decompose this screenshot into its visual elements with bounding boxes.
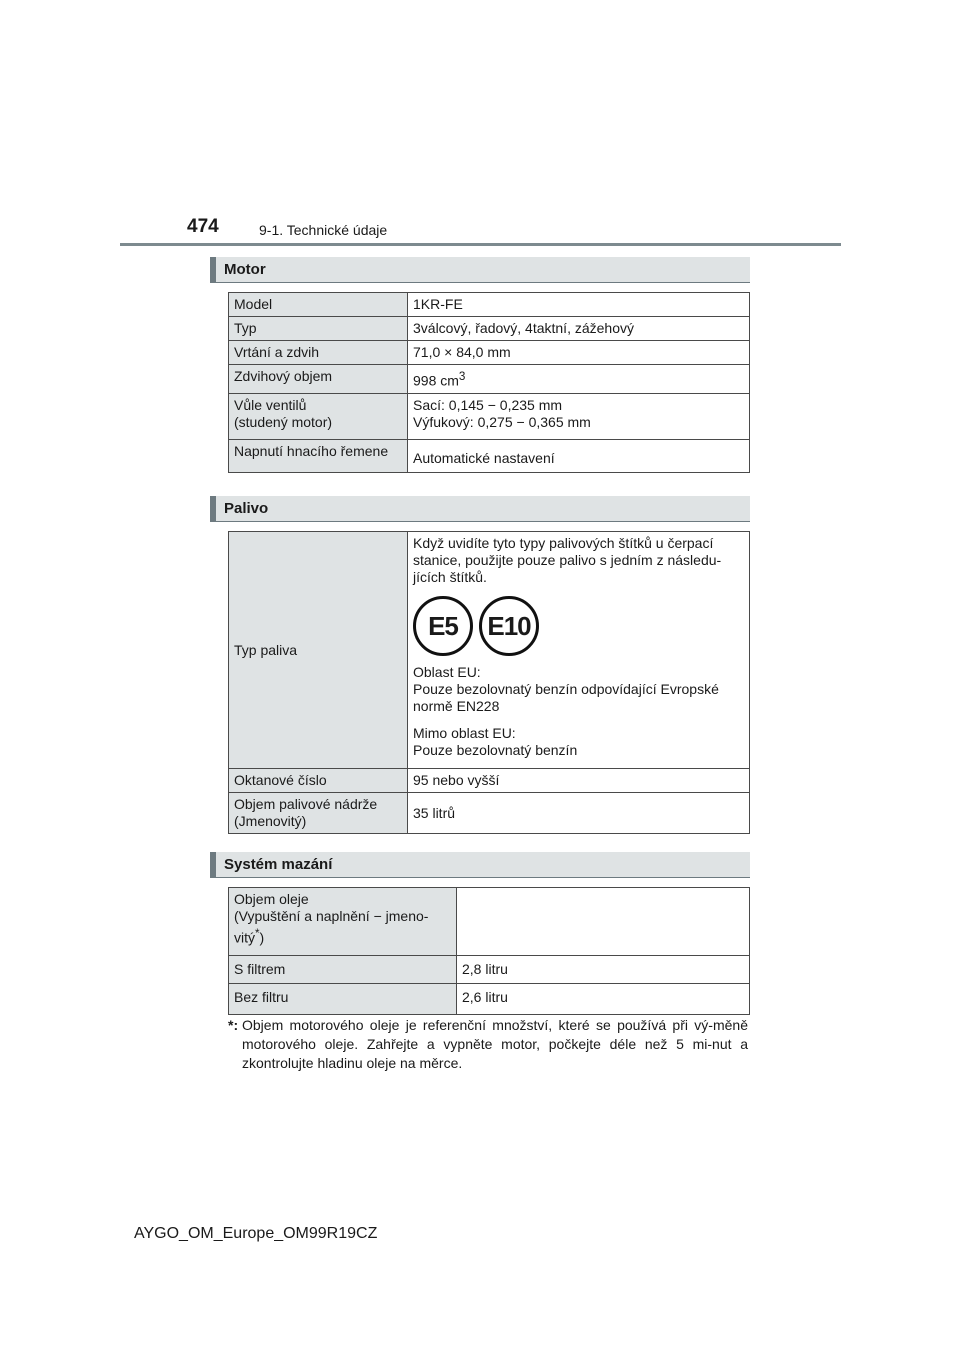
table-row	[229, 393, 750, 439]
label-line: Vůle ventilů	[234, 396, 307, 413]
fuel-intro: Když uvidíte tyto typy palivových štítků u čerpací stanice, použijte pouze palivo s jedním z následu-jících štítků.	[413, 535, 722, 585]
row-label: S filtrem	[229, 955, 457, 983]
non-eu-title: Mimo oblast EU:	[413, 725, 516, 741]
footer-doc-id: AYGO_OM_Europe_OM99R19CZ	[134, 1225, 378, 1242]
unit-superscript: 3	[458, 370, 466, 383]
table-row	[229, 365, 750, 394]
label-line: Objem oleje	[234, 891, 309, 907]
motor-heading: Motor	[210, 257, 750, 283]
table-row	[229, 341, 750, 365]
value-line: Sací: 0,145 − 0,235 mm	[413, 396, 563, 413]
row-label: Bez filtru	[229, 983, 457, 1014]
row-label	[229, 793, 408, 834]
label-line: Objem palivové nádrže	[234, 796, 378, 812]
label-line: (Vypuštění a naplnění − jmeno-	[234, 908, 429, 924]
lubrication-table	[228, 887, 750, 1015]
row-value: 95 nebo vyšší	[408, 769, 750, 793]
table-row	[229, 769, 750, 793]
footnote-mark: *:	[228, 1017, 239, 1033]
row-label: Typ paliva	[229, 532, 408, 769]
row-label	[229, 393, 408, 439]
row-value: 35 litrů	[408, 793, 750, 834]
row-value	[408, 532, 750, 769]
row-value: 2,6 litru	[457, 983, 750, 1014]
section-title: 9-1. Technické údaje	[259, 222, 388, 238]
row-value: Automatické nastavení	[408, 439, 750, 472]
table-row	[229, 888, 750, 956]
row-label: Oktanové číslo	[229, 769, 408, 793]
row-value: 71,0 × 84,0 mm	[408, 341, 750, 365]
value-line: Výfukový: 0,275 − 0,365 mm	[413, 413, 591, 430]
header-rule	[120, 243, 841, 246]
label-line: vitý*)	[234, 927, 265, 946]
row-label: Zdvihový objem	[229, 365, 408, 394]
row-value	[408, 365, 750, 394]
footnote-text: Objem motorového oleje je referenční množství, které se používá při vý-měně motorového oleje. Zahřejte a vypněte motor, počkejte déle než 5 mi-nut a zkontrolujte hladinu oleje na měrce.	[242, 1017, 748, 1071]
table-row	[229, 532, 750, 769]
table-row	[229, 955, 750, 983]
row-label	[229, 888, 457, 956]
fuel-table	[228, 531, 750, 834]
row-value: 3válcový, řadový, 4taktní, zážehový	[408, 317, 750, 341]
lubrication-heading: Systém mazání	[210, 852, 750, 878]
table-row	[229, 317, 750, 341]
row-value: 1KR-FE	[408, 293, 750, 317]
row-label: Model	[229, 293, 408, 317]
table-row	[229, 793, 750, 834]
displacement-value: 998 cm	[413, 372, 459, 389]
table-row	[229, 983, 750, 1014]
row-value	[408, 393, 750, 439]
non-eu-text: Pouze bezolovnatý benzín	[413, 742, 578, 758]
label-line: (studený motor)	[234, 413, 333, 430]
row-value: 2,8 litru	[457, 955, 750, 983]
row-label: Typ	[229, 317, 408, 341]
row-label: Vrtání a zdvih	[229, 341, 408, 365]
fuel-badges	[413, 596, 744, 656]
label-line: (Jmenovitý)	[234, 813, 307, 829]
fuel-heading: Palivo	[210, 496, 750, 522]
table-row	[229, 293, 750, 317]
motor-table	[228, 292, 750, 473]
fuel-label-e10-icon: E10	[479, 596, 539, 656]
footnote	[228, 1016, 748, 1073]
fuel-label-e5-icon: E5	[413, 596, 473, 656]
eu-title: Oblast EU:	[413, 664, 481, 680]
row-value	[457, 888, 750, 956]
eu-text: Pouze bezolovnatý benzín odpovídající Evropské normě EN228	[413, 681, 719, 714]
footnote-star: *	[255, 927, 260, 940]
table-row	[229, 439, 750, 472]
page-number: 474	[187, 216, 219, 237]
row-label: Napnutí hnacího řemene	[229, 439, 408, 472]
